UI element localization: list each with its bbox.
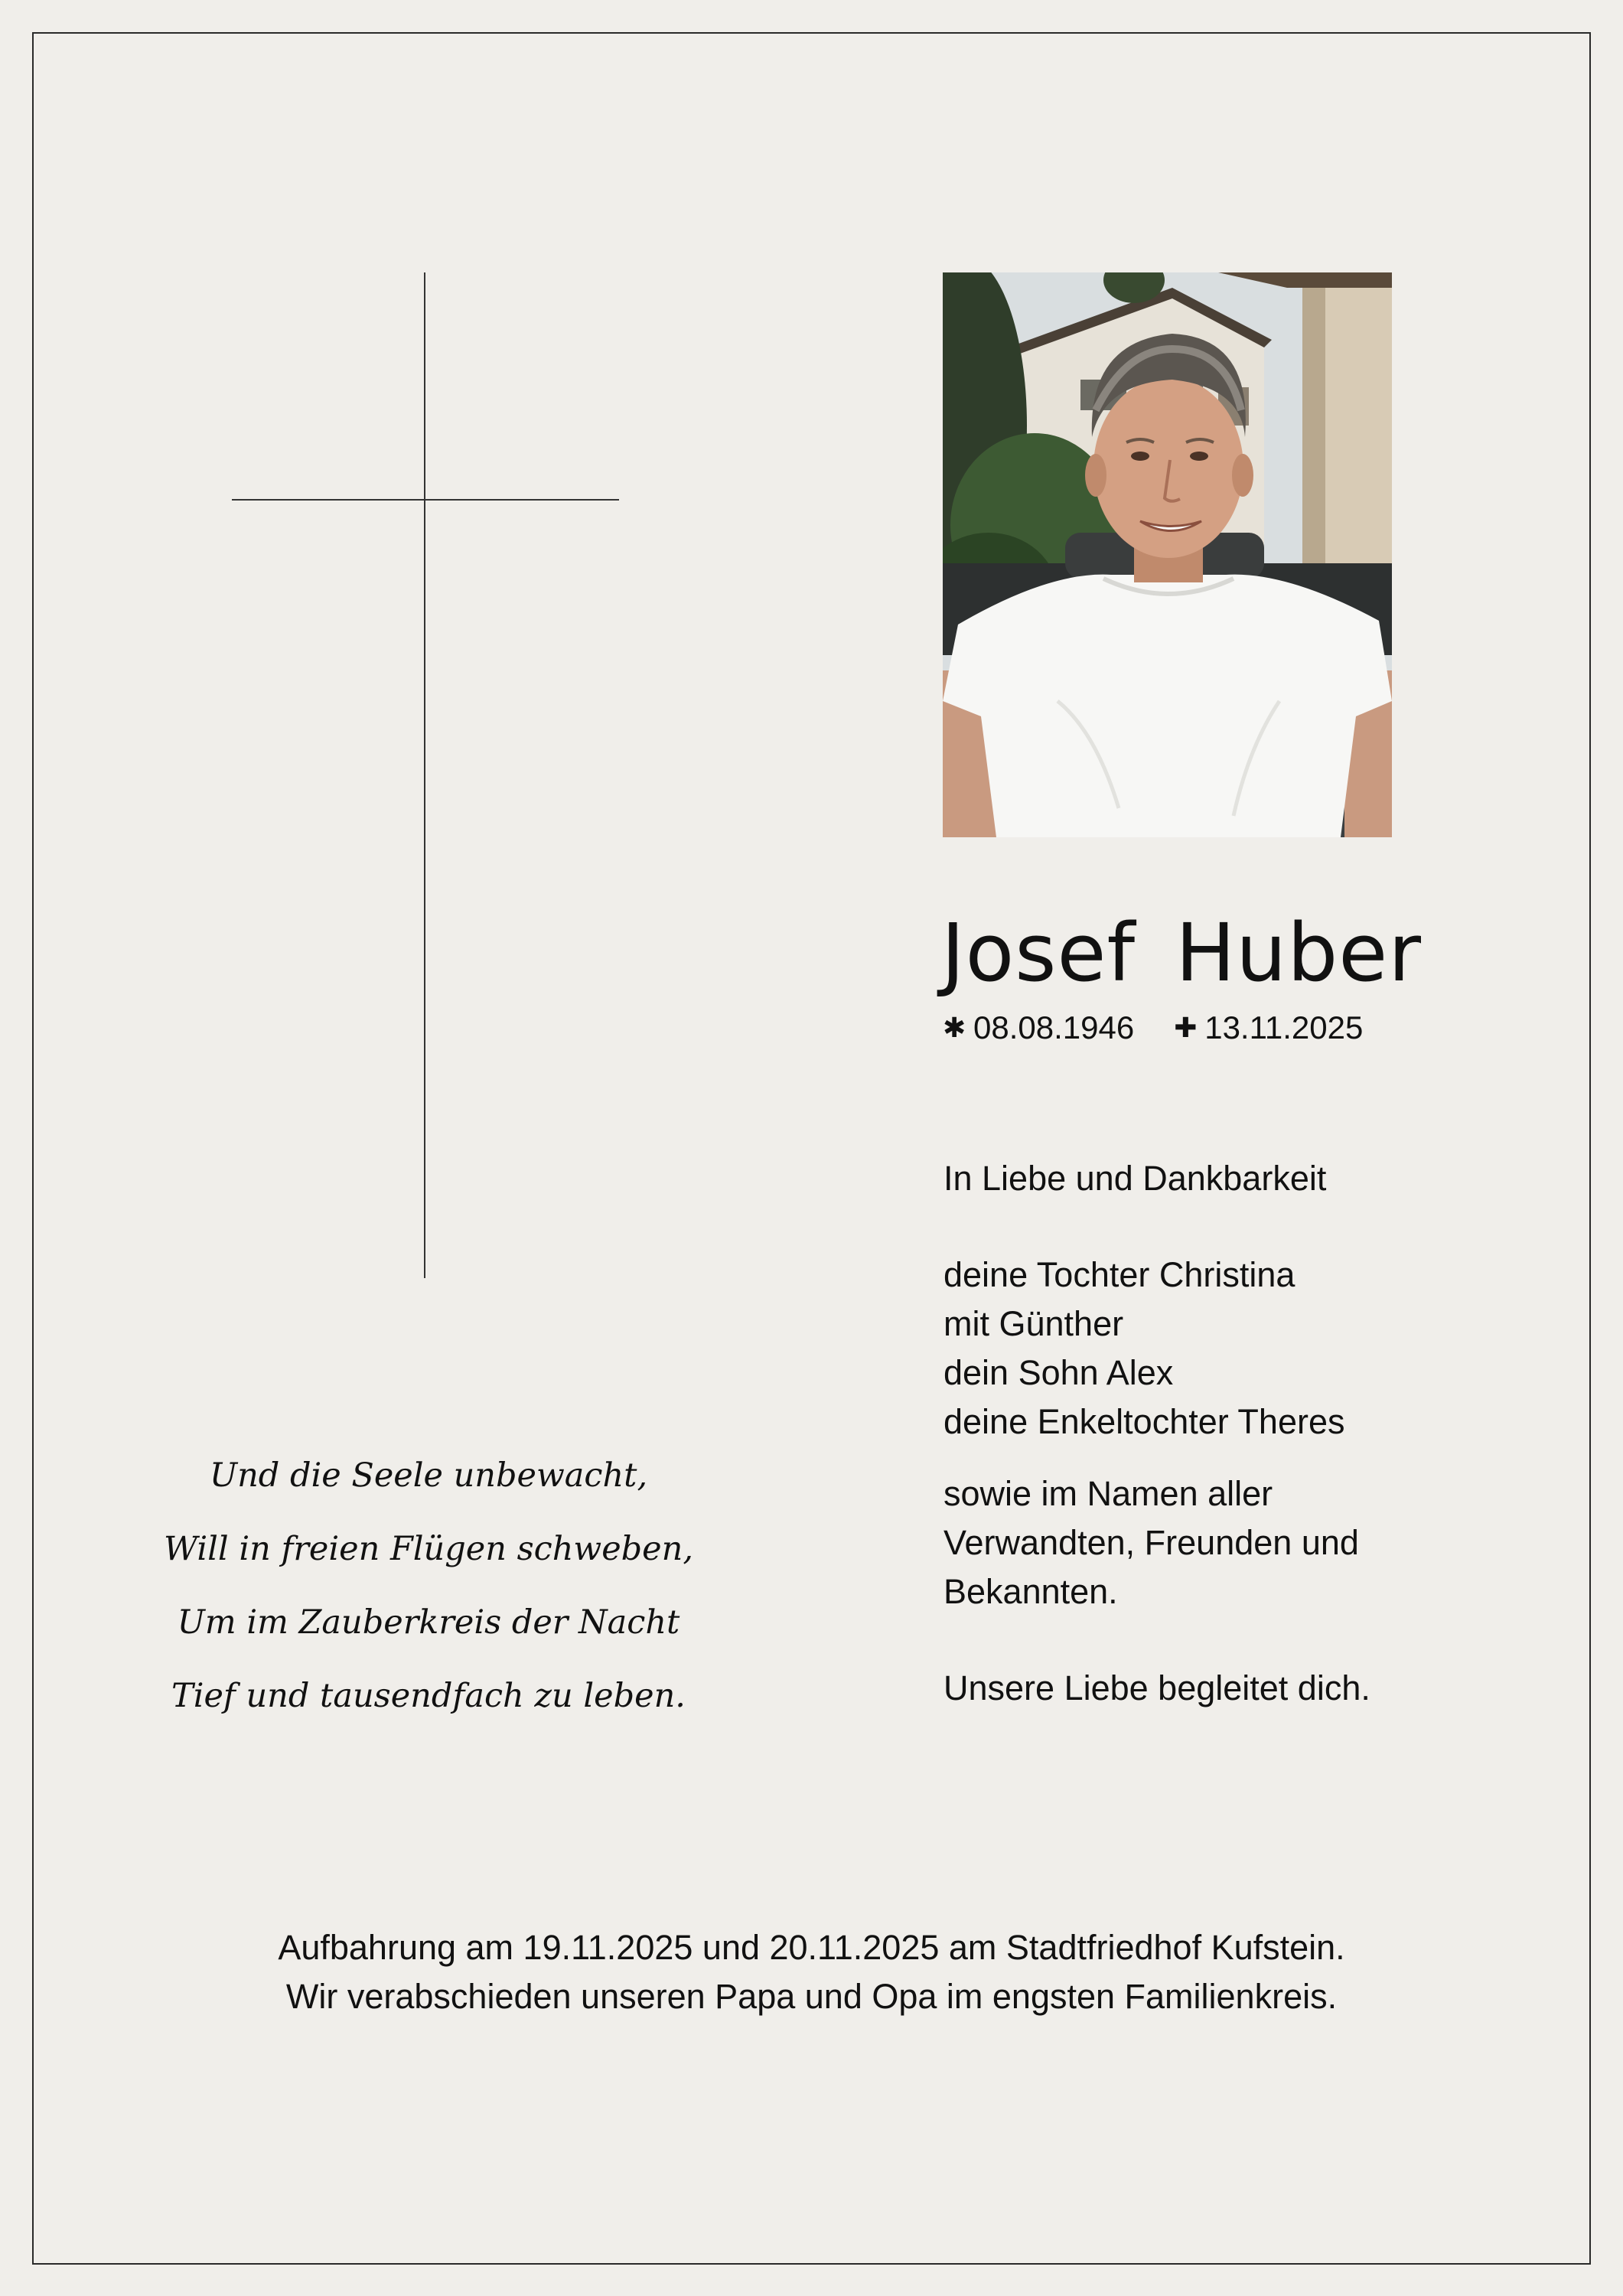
- portrait-photo: [943, 272, 1392, 837]
- poem-line: Um im Zauberkreis der Nacht: [177, 1603, 680, 1642]
- poem-line: Tief und tausendfach zu leben.: [171, 1677, 686, 1715]
- poem-line: Will in freien Flügen schweben,: [163, 1530, 693, 1568]
- mourner-line: Verwandten, Freunden und: [943, 1523, 1359, 1562]
- mourners-others: [943, 1469, 1359, 1616]
- first-name: Josef: [941, 906, 1136, 1000]
- footer-line: Aufbahrung am 19.11.2025 und 20.11.2025 am Stadtfriedhof Kufstein.: [278, 1928, 1345, 1967]
- funeral-notice: [0, 1923, 1623, 2021]
- poem-line: Und die Seele unbewacht,: [209, 1456, 648, 1495]
- mourner-line: deine Tochter Christina: [943, 1255, 1295, 1294]
- birth-star-icon: ✱: [943, 1012, 966, 1043]
- mourner-line: dein Sohn Alex: [943, 1353, 1174, 1392]
- footer-line: Wir verabschieden unseren Papa und Opa im engsten Familienkreis.: [285, 1977, 1338, 2016]
- mourners-intro: In Liebe und Dankbarkeit: [943, 1159, 1327, 1198]
- mourner-line: sowie im Namen aller: [943, 1474, 1273, 1513]
- deceased-name: [941, 903, 1422, 1003]
- mourner-line: Bekannten.: [943, 1572, 1118, 1611]
- cross-horizontal-beam: [232, 499, 619, 501]
- last-name: Huber: [1175, 906, 1422, 1000]
- mourners-closing: Unsere Liebe begleitet dich.: [943, 1668, 1370, 1707]
- life-dates: [943, 1006, 1417, 1049]
- mourner-line: mit Günther: [943, 1304, 1124, 1343]
- mourners-family: [943, 1251, 1345, 1446]
- poem: [153, 1439, 704, 1733]
- death-cross-icon: ✚: [1174, 1012, 1198, 1043]
- mourner-line: deine Enkeltochter Theres: [943, 1402, 1345, 1441]
- death-date: 13.11.2025: [1204, 1009, 1364, 1045]
- birth-date: 08.08.1946: [973, 1009, 1135, 1045]
- cross-vertical-beam: [424, 272, 425, 1278]
